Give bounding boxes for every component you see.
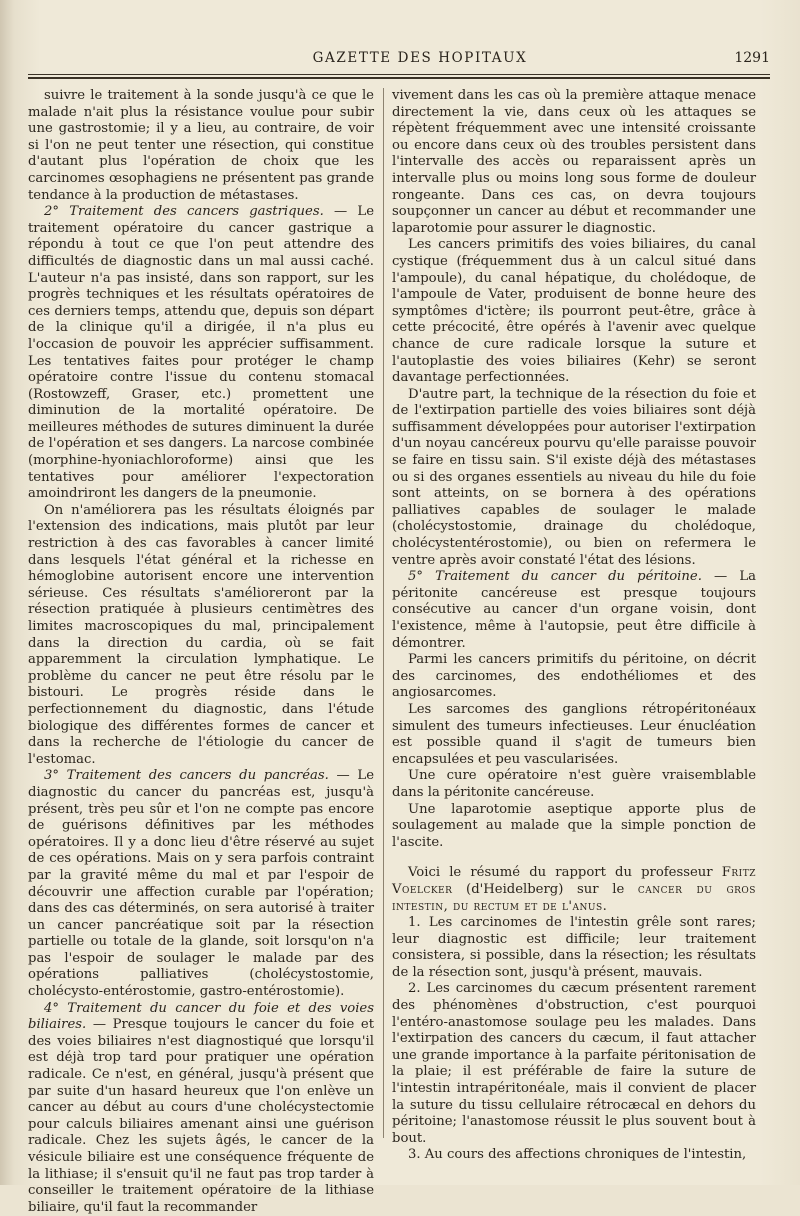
running-title: GAZETTE DES HOPITAUX bbox=[312, 50, 528, 66]
paragraph bbox=[392, 1147, 756, 1164]
paragraph-text: 1. Les carcinomes de l'intestin grêle sont rares; leur diagnostic est difficile; leur traitement consistera, si possible, dans la résection; les résultats de la résection sont, jusqu'à présent, mauvais. bbox=[392, 915, 756, 980]
paragraph bbox=[392, 981, 756, 1147]
paragraph-text: Voici le résumé du rapport du professeur bbox=[408, 865, 722, 881]
section-heading: 3° Traitement des cancers du pancréas. bbox=[44, 768, 329, 784]
paragraph bbox=[392, 768, 756, 801]
section-heading: 2° Traitement des cancers gastriques. bbox=[44, 204, 324, 220]
paragraph bbox=[392, 237, 756, 386]
page-header bbox=[70, 50, 770, 72]
section-heading: 5° Traitement du cancer du péritoine. bbox=[408, 569, 702, 585]
column-divider bbox=[383, 88, 384, 1138]
paragraph-text: (d'Heidelberg) sur le bbox=[452, 881, 638, 897]
paragraph-text: vivement dans les cas où la première attaque menace directement la vie, dans ceux où les attaques se répètent fréquemment avec une intensité croissante ou encore dans ceux où des troubles persistent dans l'intervalle des accès ou reparaissent après un intervalle plus ou moins long sous forme de douleur rongeante. Dans ces cas, on devra toujours soupçonner un cancer au début et recommander une laparotomie pour assurer le diagnostic. bbox=[392, 88, 756, 236]
paragraph-text: Parmi les cancers primitifs du péritoine, on décrit des carcinomes, des endothéliomes et des angiosarcomes. bbox=[392, 652, 756, 701]
paragraph bbox=[392, 865, 756, 915]
paragraph-text: D'autre part, la technique de la résection du foie et de l'extirpation partielle des voies biliaires sont déjà suffisamment développées pour autoriser l'extirpation d'un noyau cancéreux pourvu qu'elle paraisse pouvoir se faire en tissu sain. S'il existe déjà des métastases ou si des organes essentiels au niveau du hile du foie sont atteints, on se bornera à des opérations palliatives capables de soulager le malade (cholécystostomie, drainage du cholédoque, cholécystentérostomie), ou bien on refermera le ventre après avoir constaté l'état des lésions. bbox=[392, 386, 756, 568]
page-number: 1291 bbox=[734, 50, 770, 66]
paragraph bbox=[392, 915, 756, 981]
paragraph bbox=[28, 204, 374, 503]
paragraph-text: 3. Au cours des affections chroniques de l'intestin, bbox=[408, 1147, 747, 1163]
paragraph-text: — Le traitement opératoire du cancer gastrique a répondu à tout ce que l'on peut attendre des difficultés de diagnostic dans un mal aussi caché. L'auteur n'a pas insisté, dans son rapport, sur les progrès techniques et les résultats opératoires de ces derniers temps, attendu que, depuis son départ de la clinique qu'il a dirigée, il n'a plus eu l'occasion de pouvoir les apprécier suffisamment. Les tentatives faites pour protéger le champ opératoire contre l'issue du contenu stomacal (Rostowzeff, Graser, etc.) promettent une diminution de la mortalité opératoire. De meilleures méthodes de sutures diminuent la durée de l'opération et ses dangers. La narcose combinée (morphine-hyoniachloroforme) ainsi que les tentatives pour améliorer l'expectoration amoindriront les dangers de la pneumonie. bbox=[28, 204, 374, 502]
paragraph-text: Les sarcomes des ganglions rétropéritonéaux simulent des tumeurs infectieuses. Leur énucléation est possible quand il s'agit de tumeurs bien encapsulées et peu vascularisées. bbox=[392, 701, 756, 767]
paragraph-text: — Le diagnostic du cancer du pancréas est, jusqu'à présent, très peu sûr et l'on ne compte pas encore de guérisons définitives par les méthodes opératoires. Il y a donc lieu d'être réservé au sujet de ces opérations. Mais on y sera parfois contraint par la gravité même du mal et par l'espoir de découvrir une affection curable par l'opération; dans des cas déterminés, on sera autorisé à traiter un cancer pancréatique soit par la résection partielle ou totale de la glande, soit lorsqu'on n'a pas l'espoir de soulager le malade par des opérations palliatives (cholécystostomie, cholécysto-entérostomie, gastro-entérostomie). bbox=[28, 768, 374, 1000]
paragraph bbox=[392, 702, 756, 768]
paragraph bbox=[392, 569, 756, 652]
paragraph bbox=[392, 652, 756, 702]
paragraph-text: Les cancers primitifs des voies biliaires, du canal cystique (fréquemment dus à un calcul situé dans l'ampoule), du canal hépatique, du cholédoque, de l'ampoule de Vater, produisent de bonne heure des symptômes d'ictère; ils pourront peut-être, grâce à cette précocité, être opérés à l'avenir avec quelque chance de cure radicale lorsque la suture et l'autoplastie des voies biliaires (Kehr) se seront davantage perfectionnées. bbox=[392, 237, 756, 386]
paragraph bbox=[392, 387, 756, 570]
paragraph-text: suivre le traitement à la sonde jusqu'à ce que le malade n'ait plus la résistance voulue pour subir une gastrostomie; il y a lieu, au contraire, de voir si l'on ne peut tenter une résection, qui constitue d'autant plus l'opération de choix que les carcinomes œsophagiens ne présentent pas grande tendance à la production de métastases. bbox=[28, 88, 374, 203]
paragraph bbox=[28, 503, 374, 769]
paragraph bbox=[392, 88, 756, 237]
paragraph bbox=[28, 88, 374, 204]
header-rule-thick bbox=[28, 77, 770, 79]
author-name: Fritz Voelcker bbox=[392, 865, 756, 897]
paragraph-text: On n'améliorera pas les résultats éloignés par l'extension des indications, mais plutôt par leur restriction à des cas favorables à cancer limité dans lesquels l'état général et la richesse en hémoglobine autorisent encore une intervention sérieuse. Ces résultats s'amélioreront par la résection pratiquée à plusieurs centimètres des limites macroscopiques du mal, principalement dans la direction du cardia, où se fait apparemment la circulation lymphatique. Le problème du cancer ne peut être résolu par le bistouri. Le progrès réside dans le perfectionnement du diagnostic, dans l'étude biologique des différentes formes de cancer et dans la recherche de l'étiologie du cancer de l'estomac. bbox=[28, 502, 374, 767]
paragraph-text: Une cure opératoire n'est guère vraisemblable dans la péritonite cancéreuse. bbox=[392, 768, 756, 800]
paragraph-text: — La péritonite cancéreuse est presque toujours consécutive au cancer d'un organe voisin, dont l'existence, même à l'autopsie, peut être difficile à démontrer. bbox=[392, 569, 756, 651]
paragraph bbox=[28, 768, 374, 1000]
paragraph bbox=[392, 802, 756, 852]
left-column bbox=[28, 88, 374, 1216]
right-column bbox=[392, 88, 756, 1164]
paragraph bbox=[28, 1001, 374, 1216]
paragraph-text: 2. Les carcinomes du cæcum présentent rarement des phénomènes d'obstruction, c'est pourquoi l'entéro-anastomose soulage peu les malades. Dans l'extirpation des cancers du cæcum, il faut attacher une grande importance à la parfaite péritonisation de la plaie; il est préférable de faire la suture de l'intestin intrapéritonéale, mais il convient de placer la suture du tissu cellulaire rétrocæcal en dehors du péritoine; l'anastomose réussit le plus souvent bout à bout. bbox=[392, 981, 756, 1146]
paragraph-text: — Presque toujours le cancer du foie et des voies biliaires n'est diagnostiqué que lorsqu'il est déjà trop tard pour pratiquer une opération radicale. Ce n'est, en général, jusqu'à présent que par suite d'un hasard heureux que l'on enlève un cancer au début au cours d'une cholécystectomie pour calculs biliaires amenant ainsi une guérison radicale. Chez les sujets âgés, le cancer de la vésicule biliaire est une conséquence fréquente de la lithiase; il s'ensuit qu'il ne faut pas trop tarder à conseiller le traitement opératoire de la lithiase biliaire, qu'il faut la recommander bbox=[28, 1017, 374, 1215]
header-rule-thin bbox=[28, 74, 770, 75]
paragraph-text: Une laparotomie aseptique apporte plus de soulagement au malade que la simple ponction de l'ascite. bbox=[392, 801, 756, 850]
report-topic: cancer du gros intestin, du rectum et de l'anus. bbox=[392, 881, 756, 914]
section-heading: 4° Traitement du cancer du foie et des voies biliaires. bbox=[28, 1000, 374, 1033]
